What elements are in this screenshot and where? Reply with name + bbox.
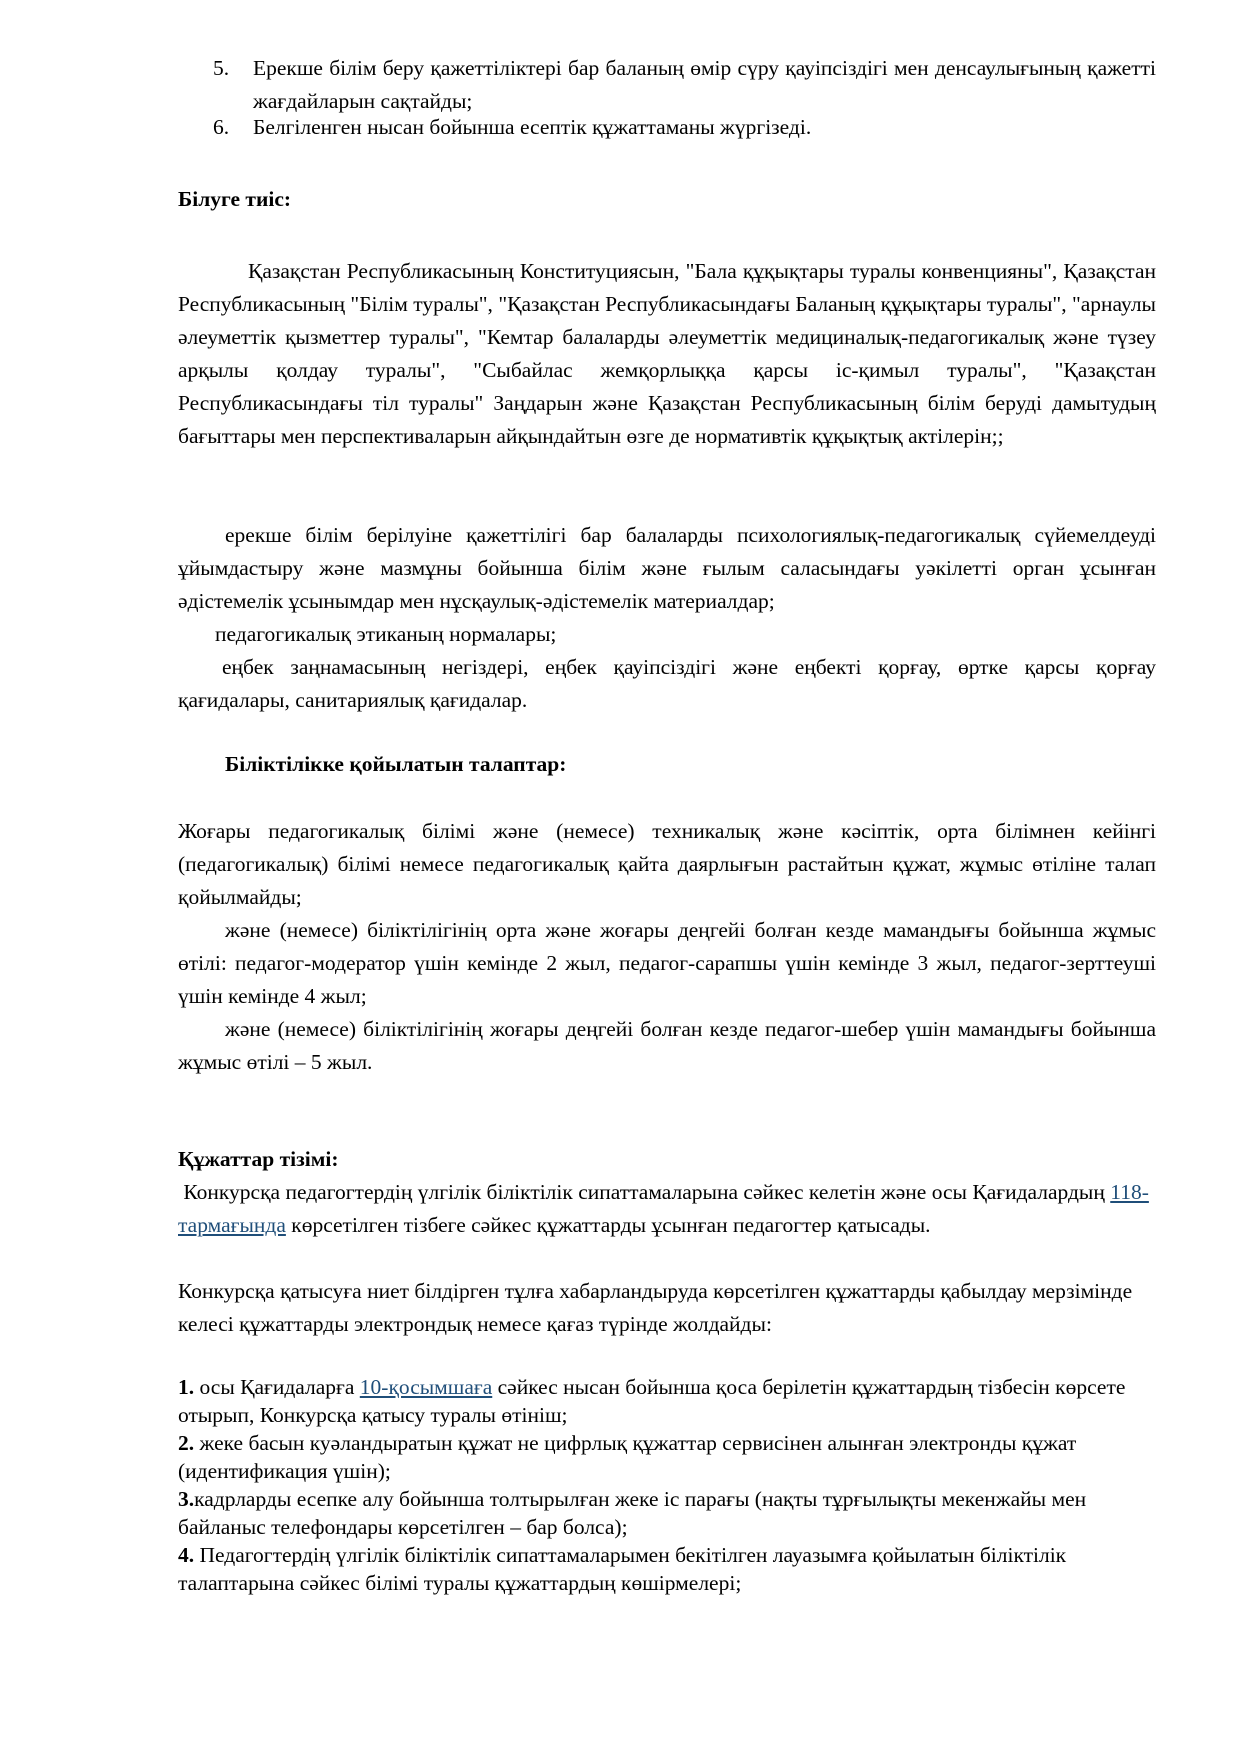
qualification-paragraph-master: және (немесе) біліктілігінің жоғары деңгейі болған кезде педагог-шебер үшін мамандығы бойынша жұмыс өтілі – 5 жыл. <box>178 1017 1156 1074</box>
document-list-item-4 <box>178 1541 1156 1597</box>
must-know-paragraph-laws: Қазақстан Республикасының Конституциясын, "Бала құқықтары туралы конвенцияны", Қазақстан Республикасының "Білім туралы", "Қазақстан Республикасындағы Баланың құқықтары туралы", "арнаулы әлеуметтік қызметтер туралы", "Кемтар балаларды әлеуметтік медициналық-педагогикалық және түзеу арқылы қолдау туралы", "Сыбайлас жемқорлыққа қарсы іс-қимыл туралы", "Қазақстан Республикасындағы тіл туралы" Заңдарын және Қазақстан Республикасының білім беруді дамытудың бағыттары мен перспективаларын айқындайтын өзге де нормативтік құқықтық актілерін;; <box>178 259 1156 448</box>
document-list-item-1 <box>178 1373 1156 1429</box>
item-number: 2. <box>178 1431 195 1455</box>
qualification-paragraph-experience: және (немесе) біліктілігінің орта және жоғары деңгейі болған кезде мамандығы бойынша жұмыс өтілі: педагог-модератор үшін кемінде 2 жыл, педагог-сарапшы үшін кемінде 3 жыл, педагог-зерттеуші үшін кемінде 4 жыл; <box>178 918 1156 1008</box>
documents-text: көрсетілген тізбеге сәйкес құжаттарды ұсынған педагогтер қатысады. <box>285 1213 931 1237</box>
item-number: 3. <box>178 1487 195 1511</box>
documents-paragraph-submission: Конкурсқа қатысуға ниет білдірген тұлға хабарландыруда көрсетілген құжаттарды қабылдау мерзімінде келесі құжаттарды электрондық немесе қағаз түрінде жолдайды: <box>178 1279 1133 1336</box>
item-number: 1. <box>178 1375 195 1399</box>
list-number: 6. <box>213 115 230 139</box>
qualification-heading: Біліктілікке қойылатын талаптар: <box>225 752 567 776</box>
link-118-clause[interactable]: 118-тармағында <box>178 1180 1149 1237</box>
must-know-paragraph-labor: еңбек заңнамасының негіздері, еңбек қауіпсіздігі және еңбекті қорғау, өртке қарсы қорғау қағидалары, санитариялық қағидалар. <box>178 655 1156 712</box>
document-list-item-2 <box>178 1429 1156 1485</box>
documents-heading: Құжаттар тізімі: <box>178 1147 339 1171</box>
item-text: осы Қағидаларға <box>194 1375 360 1399</box>
must-know-paragraph-methods: ерекше білім берілуіне қажеттілігі бар балаларды психологиялық-педагогикалық сүйемелдеуді ұйымдастыру және мазмұны бойынша білім және ғылым саласындағы уәкілетті орган ұсынған әдістемелік ұсынымдар мен нұсқаулық-әдістемелік материалдар; <box>178 523 1156 613</box>
must-know-heading: Білуге тиіс: <box>178 187 292 211</box>
list-number: 5. <box>213 56 230 80</box>
item-text: сәйкес нысан бойынша қоса берілетін құжаттардың тізбесін көрсете отырып, Конкурсқа қатысу туралы өтініш; <box>178 1375 1131 1427</box>
item-text: жеке басын куәландыратын құжат не цифрлық құжаттар сервисінен алынған электронды құжат (идентификация үшін); <box>178 1431 1082 1483</box>
link-appendix-10[interactable]: 10-қосымшаға <box>359 1375 493 1399</box>
documents-paragraph-participants <box>178 1176 1156 1242</box>
qualification-paragraph-education: Жоғары педагогикалық білімі және (немесе) техникалық және кәсіптік, орта білімнен кейінгі (педагогикалық) білімі немесе педагогикалық қайта даярлығын растайтын құжат, жұмыс өтіліне талап қойылмайды; <box>178 819 1156 909</box>
item-text: кадрларды есепке алу бойынша толтырылған жеке іс парағы (нақты тұрғылықты мекенжайы мен байланыс телефондары көрсетілген – бар болса); <box>178 1487 1092 1539</box>
item-number: 4. <box>178 1543 195 1567</box>
documents-text: Конкурсқа педагогтердің үлгілік біліктілік сипаттамаларына сәйкес келетін және осы Қағидалардың <box>178 1180 1111 1204</box>
must-know-paragraph-ethics: педагогикалық этиканың нормалары; <box>215 622 557 646</box>
list-item: Белгіленген нысан бойынша есептік құжаттаманы жүргізеді. <box>253 115 812 139</box>
item-text: Педагогтердің үлгілік біліктілік сипаттамаларымен бекітілген лауазымға қойылатын біліктілік талаптарына сәйкес білімі туралы құжаттардың көшірмелері; <box>178 1543 1072 1595</box>
document-list-item-3 <box>178 1485 1156 1541</box>
list-item: Ерекше білім беру қажеттіліктері бар баланың өмір сүру қауіпсіздігі мен денсаулығының қажетті жағдайларын сақтайды; <box>253 56 1156 113</box>
